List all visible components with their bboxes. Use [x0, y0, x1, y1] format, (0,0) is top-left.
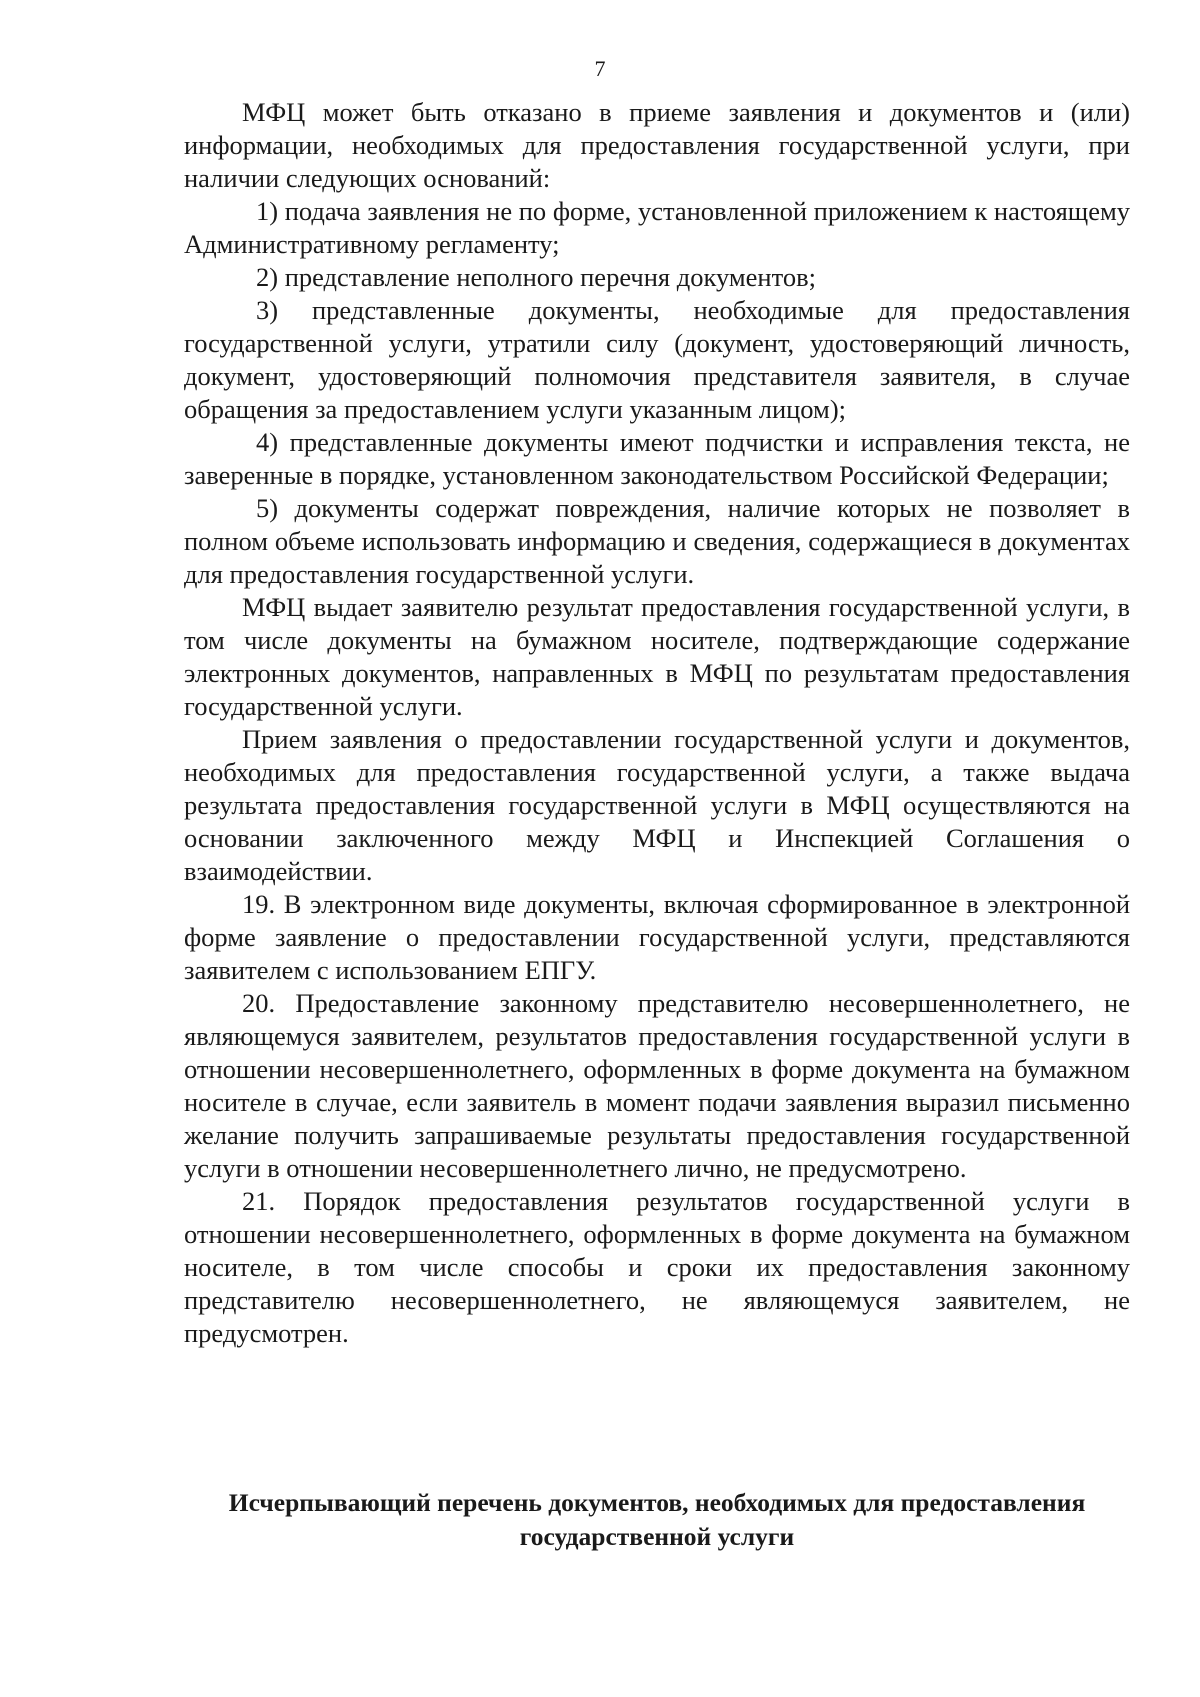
list-item-ground-1: 1) подача заявления не по форме, установленной приложением к настоящему Административному регламенту;	[184, 196, 1130, 259]
section-heading-line-1: Исчерпывающий перечень документов, необходимых для предоставления	[228, 1488, 1086, 1517]
paragraph-mfc-refusal-intro: МФЦ может быть отказано в приеме заявления и документов и (или) информации, необходимых для предоставления государственной услуги, при наличии следующих оснований:	[184, 97, 1130, 193]
section-heading-line-2: государственной услуги	[519, 1522, 795, 1551]
paragraph-clause-19: 19. В электронном виде документы, включая сформированное в электронной форме заявление о предоставлении государственной услуги, представляются заявителем с использованием ЕПГУ.	[184, 889, 1130, 985]
document-body	[184, 96, 1130, 1350]
paragraph-mfc-issues-result: МФЦ выдает заявителю результат предоставления государственной услуги, в том числе документы на бумажном носителе, подтверждающие содержание электронных документов, направленных в МФЦ по результатам предоставления государственной услуги.	[184, 592, 1130, 721]
paragraph-clause-20: 20. Предоставление законному представителю несовершеннолетнего, не являющемуся заявителем, результатов предоставления государственной услуги в отношении несовершеннолетнего, оформленных в форме документа на бумажном носителе в случае, если заявитель в момент подачи заявления выразил письменно желание получить запрашиваемые результаты предоставления государственной услуги в отношении несовершеннолетнего лично, не предусмотрено.	[184, 988, 1130, 1183]
list-item-ground-4: 4) представленные документы имеют подчистки и исправления текста, не заверенные в порядке, установленном законодательством Российской Федерации;	[184, 427, 1130, 490]
list-item-ground-5: 5) документы содержат повреждения, наличие которых не позволяет в полном объеме использовать информацию и сведения, содержащиеся в документах для предоставления государственной услуги.	[184, 493, 1130, 589]
list-item-ground-3: 3) представленные документы, необходимые для предоставления государственной услуги, утратили силу (документ, удостоверяющий личность, документ, удостоверяющий полномочия представителя заявителя, в случае обращения за предоставлением услуги указанным лицом);	[184, 295, 1130, 424]
list-item-ground-2: 2) представление неполного перечня документов;	[256, 262, 816, 292]
section-heading	[184, 1486, 1130, 1554]
paragraph-reception-agreement: Прием заявления о предоставлении государственной услуги и документов, необходимых для предоставления государственной услуги, а также выдача результата предоставления государственной услуги в МФЦ осуществляются на основании заключенного между МФЦ и Инспекцией Соглашения о взаимодействии.	[184, 724, 1130, 886]
page-number: 7	[594, 56, 606, 81]
paragraph-clause-21: 21. Порядок предоставления результатов государственной услуги в отношении несовершеннолетнего, оформленных в форме документа на бумажном носителе, в том числе способы и сроки их предоставления законному представителю несовершеннолетнего, не являющемуся заявителем, не предусмотрен.	[184, 1186, 1130, 1348]
